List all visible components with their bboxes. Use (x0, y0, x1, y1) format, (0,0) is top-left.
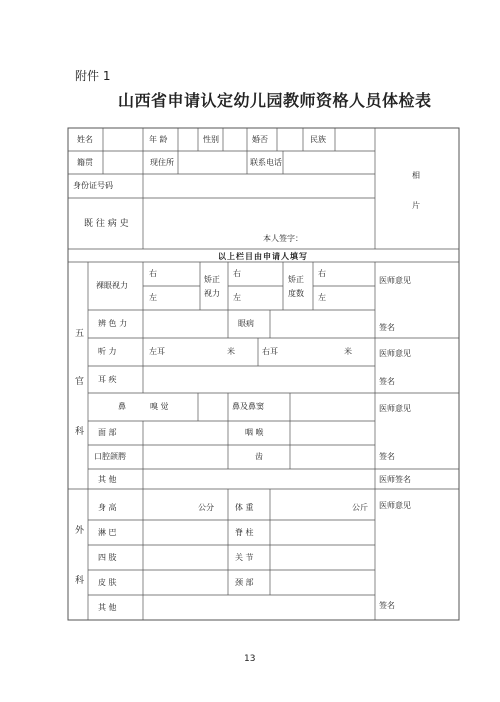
surgery-signature: 签名 (379, 601, 395, 610)
naked-left-label: 左 (149, 293, 157, 302)
limbs-label: 四 肢 (98, 553, 117, 562)
color-vision-label: 辨 色 力 (98, 319, 128, 328)
naked-right-label: 右 (149, 269, 157, 278)
section-wuguan-char-1: 五 (75, 329, 85, 339)
eye-disease-label: 眼病 (238, 319, 254, 328)
marital-label: 婚否 (252, 135, 268, 144)
left-ear-label: 左耳 (149, 347, 165, 356)
lymph-label: 淋 巴 (98, 528, 117, 537)
joints-label: 关 节 (235, 553, 254, 562)
section-wuguan-char-3: 科 (75, 427, 85, 437)
nose-signature: 签名 (379, 452, 395, 461)
teeth-label: 齿 (255, 452, 263, 461)
ent-doctor-signature: 医师签名 (379, 475, 411, 484)
face-label: 面 部 (98, 428, 117, 437)
photo-label-bottom: 片 (412, 201, 420, 210)
weight-label: 体 重 (235, 503, 254, 512)
surgery-doctor-opinion: 医师意见 (379, 501, 411, 510)
naked-vision-label: 裸眼视力 (96, 281, 128, 290)
left-ear-unit: 米 (227, 347, 235, 356)
vision-doctor-opinion: 医师意见 (379, 276, 411, 285)
medical-history-label: 既 往 病 史 (84, 219, 129, 229)
nose-sinus-label: 鼻及鼻窦 (232, 402, 264, 411)
section-waike-char-1: 外 (75, 526, 85, 536)
photo-label-top: 相 (412, 171, 420, 180)
right-ear-unit: 米 (344, 347, 352, 356)
page-number: 13 (244, 654, 256, 664)
attachment-label: 附件 1 (75, 69, 111, 83)
residence-label: 现住所 (150, 158, 174, 167)
gender-label: 性别 (203, 135, 219, 144)
right-ear-label: 右耳 (262, 347, 278, 356)
corrected-vision-label-1: 矫正 (204, 275, 220, 284)
hearing-label: 听 力 (98, 347, 117, 356)
weight-unit: 公斤 (352, 503, 368, 512)
degree-right-label: 右 (318, 269, 326, 278)
correction-degree-label-1: 矫正 (288, 275, 304, 284)
ethnicity-label: 民族 (310, 135, 326, 144)
phone-label: 联系电话 (250, 158, 282, 167)
throat-label: 咽 喉 (245, 428, 264, 437)
smell-label: 嗅 觉 (150, 402, 169, 411)
surgery-other-label: 其 他 (98, 603, 117, 612)
ent-other-label: 其 他 (98, 475, 117, 484)
height-label: 身 高 (98, 503, 117, 512)
age-label: 年 龄 (149, 135, 168, 144)
skin-label: 皮 肤 (98, 578, 117, 587)
neck-label: 颈 部 (235, 578, 254, 587)
self-signature-label: 本人签字： (263, 234, 303, 243)
corrected-vision-label-2: 视力 (204, 289, 220, 298)
oral-jaw-label: 口腔颌腭 (94, 452, 126, 461)
native-place-label: 籍贯 (77, 158, 93, 167)
section-waike-char-2: 科 (75, 576, 85, 586)
ear-disease-label: 耳 疾 (98, 375, 117, 384)
hearing-doctor-opinion: 医师意见 (379, 349, 411, 358)
hearing-signature: 签名 (379, 377, 395, 386)
nose-doctor-opinion: 医师意见 (379, 404, 411, 413)
height-unit: 公分 (198, 503, 214, 512)
page-title: 山西省申请认定幼儿园教师资格人员体检表 (118, 91, 432, 110)
section-wuguan-char-2: 官 (75, 377, 85, 387)
name-label: 姓名 (77, 135, 93, 144)
corrected-right-label: 右 (233, 269, 241, 278)
spine-label: 脊 柱 (235, 528, 254, 537)
corrected-left-label: 左 (233, 293, 241, 302)
correction-degree-label-2: 度数 (288, 289, 304, 298)
degree-left-label: 左 (318, 293, 326, 302)
vision-signature: 签名 (379, 323, 395, 332)
nose-label: 鼻 (118, 402, 126, 411)
id-number-label: 身份证号码 (73, 181, 113, 190)
applicant-fill-note: 以上栏目由申请人填写 (218, 251, 308, 261)
